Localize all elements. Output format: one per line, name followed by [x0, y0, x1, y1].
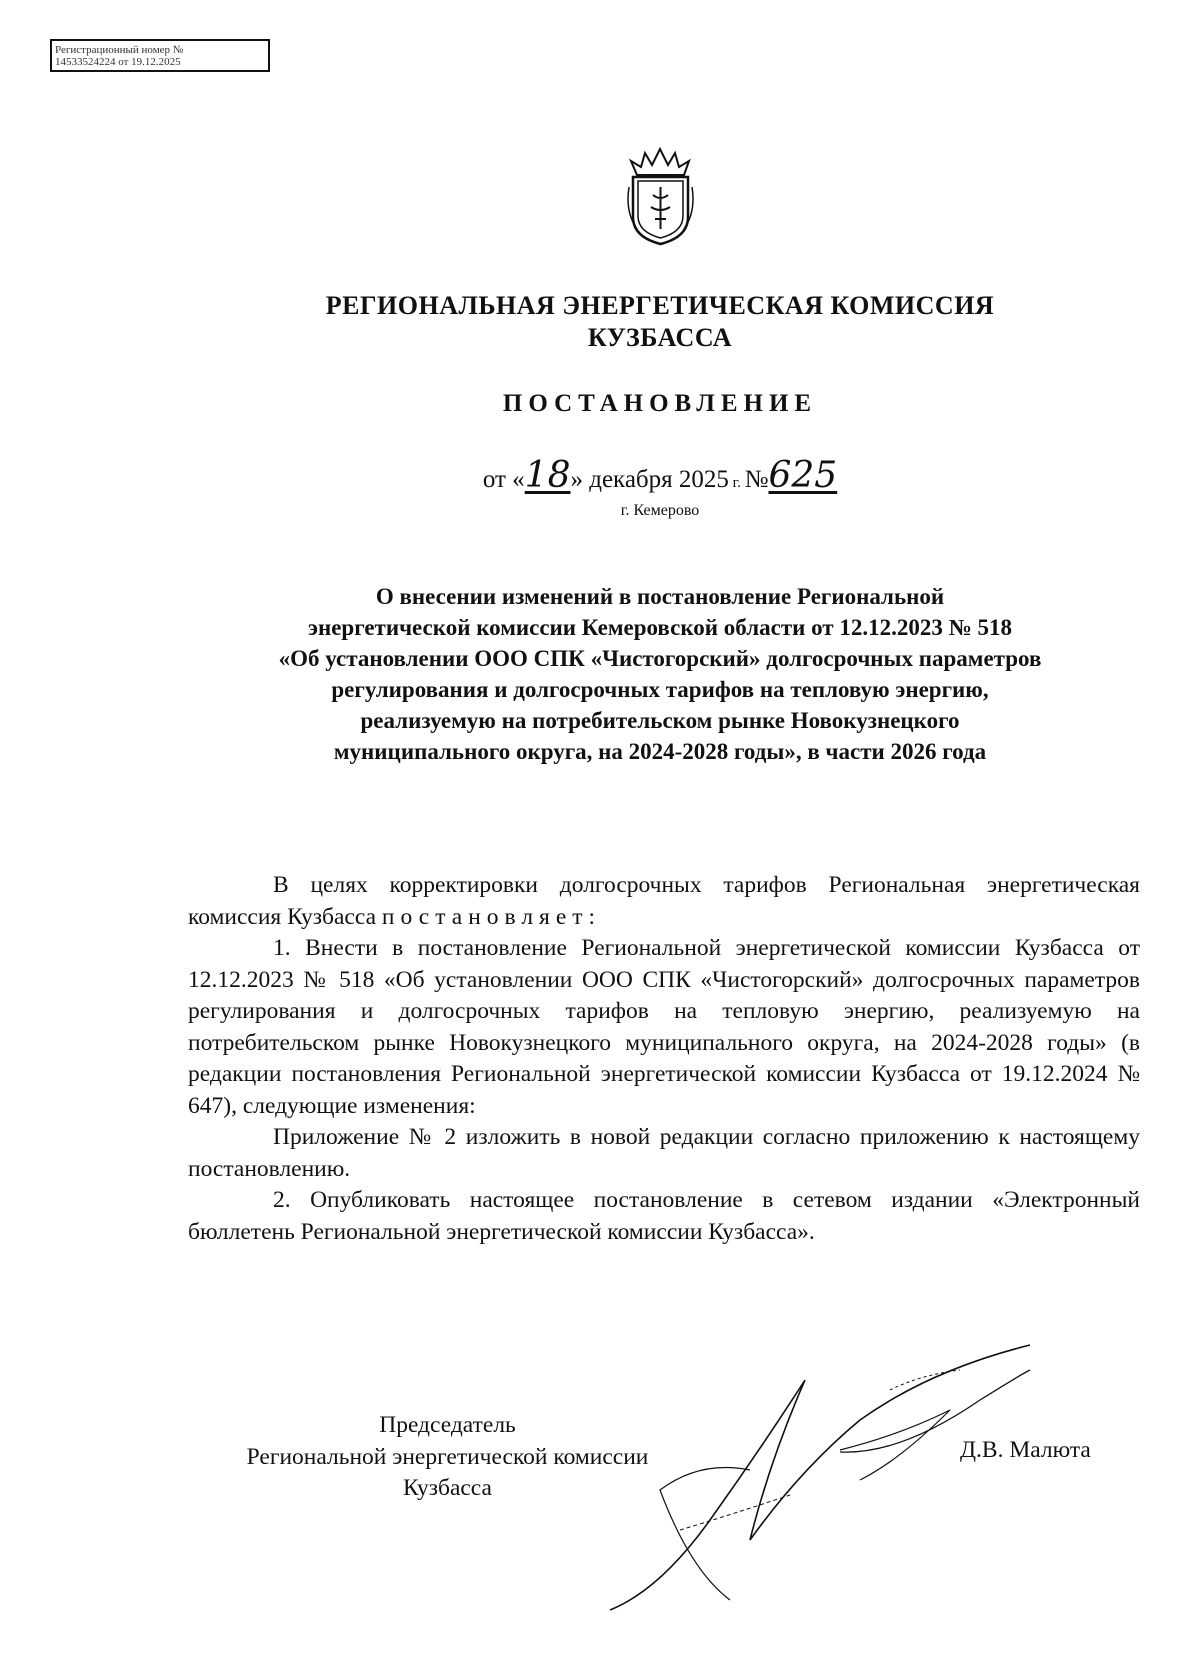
registration-stamp — [50, 39, 270, 72]
document-body — [188, 870, 1140, 1248]
year-suffix: г. — [728, 475, 745, 491]
signatory-title-line-3: Кузбасса — [403, 1475, 492, 1501]
document-city: г. Кемерово — [620, 502, 700, 519]
subject-line: реализуемую на потребительском рынке Новокузнецкого — [360, 708, 960, 733]
organization-name-line-1: РЕГИОНАЛЬНАЯ ЭНЕРГЕТИЧЕСКАЯ КОМИССИЯ — [325, 291, 995, 320]
handwritten-signature-icon — [600, 1340, 1040, 1630]
subject-line: регулирования и долгосрочных тарифов на тепловую энергию, — [331, 677, 989, 702]
signatory-title-line-2: Региональной энергетической комиссии — [246, 1443, 649, 1470]
date-month-year: » декабря 2025 — [570, 466, 729, 493]
document-subject — [180, 581, 1140, 767]
coat-of-arms-icon — [623, 147, 698, 247]
registration-line-2: 14533524224 от 19.12.2025 — [55, 56, 181, 68]
body-paragraph-preamble — [188, 870, 1140, 933]
organization-name — [200, 290, 1120, 354]
signatory-title-line-1: Председатель — [379, 1412, 516, 1438]
document-type: ПОСТАНОВЛЕНИЕ — [502, 390, 818, 417]
body-paragraph-appendix: Приложение № 2 изложить в новой редакции согласно приложению к настоящему постановлению. — [188, 1124, 1140, 1182]
subject-line: муниципального округа, на 2024-2028 годы», в части 2026 года — [333, 739, 987, 764]
preamble-text: В целях корректировки долгосрочных тарифов Региональная энергетическая комиссия Кузбасса — [188, 872, 1140, 930]
date-day-handwritten: 18 — [524, 455, 571, 496]
subject-line: «Об установлении ООО СПК «Чистогорский» долгосрочных параметров — [278, 646, 1042, 671]
body-paragraph-item-1: 1. Внести в постановление Региональной энергетической комиссии Кузбасса от 12.12.2023 № 518 «Об установлении ООО СПК «Чистогорский» долгосрочных параметров регулирования и долгосрочных тарифов на тепловую энергию, реализуемую на потребительском рынке Новокузнецкого муниципального округа, на 2024-2028 годы» (в редакции постановления Региональной энергетической комиссии Кузбасса от 19.12.2024 № 647), следующие изменения: — [188, 935, 1140, 1119]
number-prefix: № — [744, 466, 769, 493]
body-paragraph-item-2: 2. Опубликовать настоящее постановление в сетевом издании «Электронный бюллетень Региональной энергетической комиссии Кузбасса». — [188, 1187, 1140, 1245]
signatory-name: Д.В. Малюта — [960, 1437, 1091, 1463]
registration-line-1: Регистрационный номер № — [55, 44, 184, 56]
organization-name-line-2: КУЗБАССА — [587, 323, 733, 352]
preamble-decree-word: постановляет: — [381, 903, 602, 930]
date-prefix: от « — [482, 466, 525, 493]
document-number-handwritten: 625 — [768, 455, 838, 496]
document-date-line — [200, 455, 1120, 496]
subject-line: энергетической комиссии Кемеровской области от 12.12.2023 № 518 — [308, 615, 1012, 640]
subject-line: О внесении изменений в постановление Региональной — [375, 584, 945, 609]
